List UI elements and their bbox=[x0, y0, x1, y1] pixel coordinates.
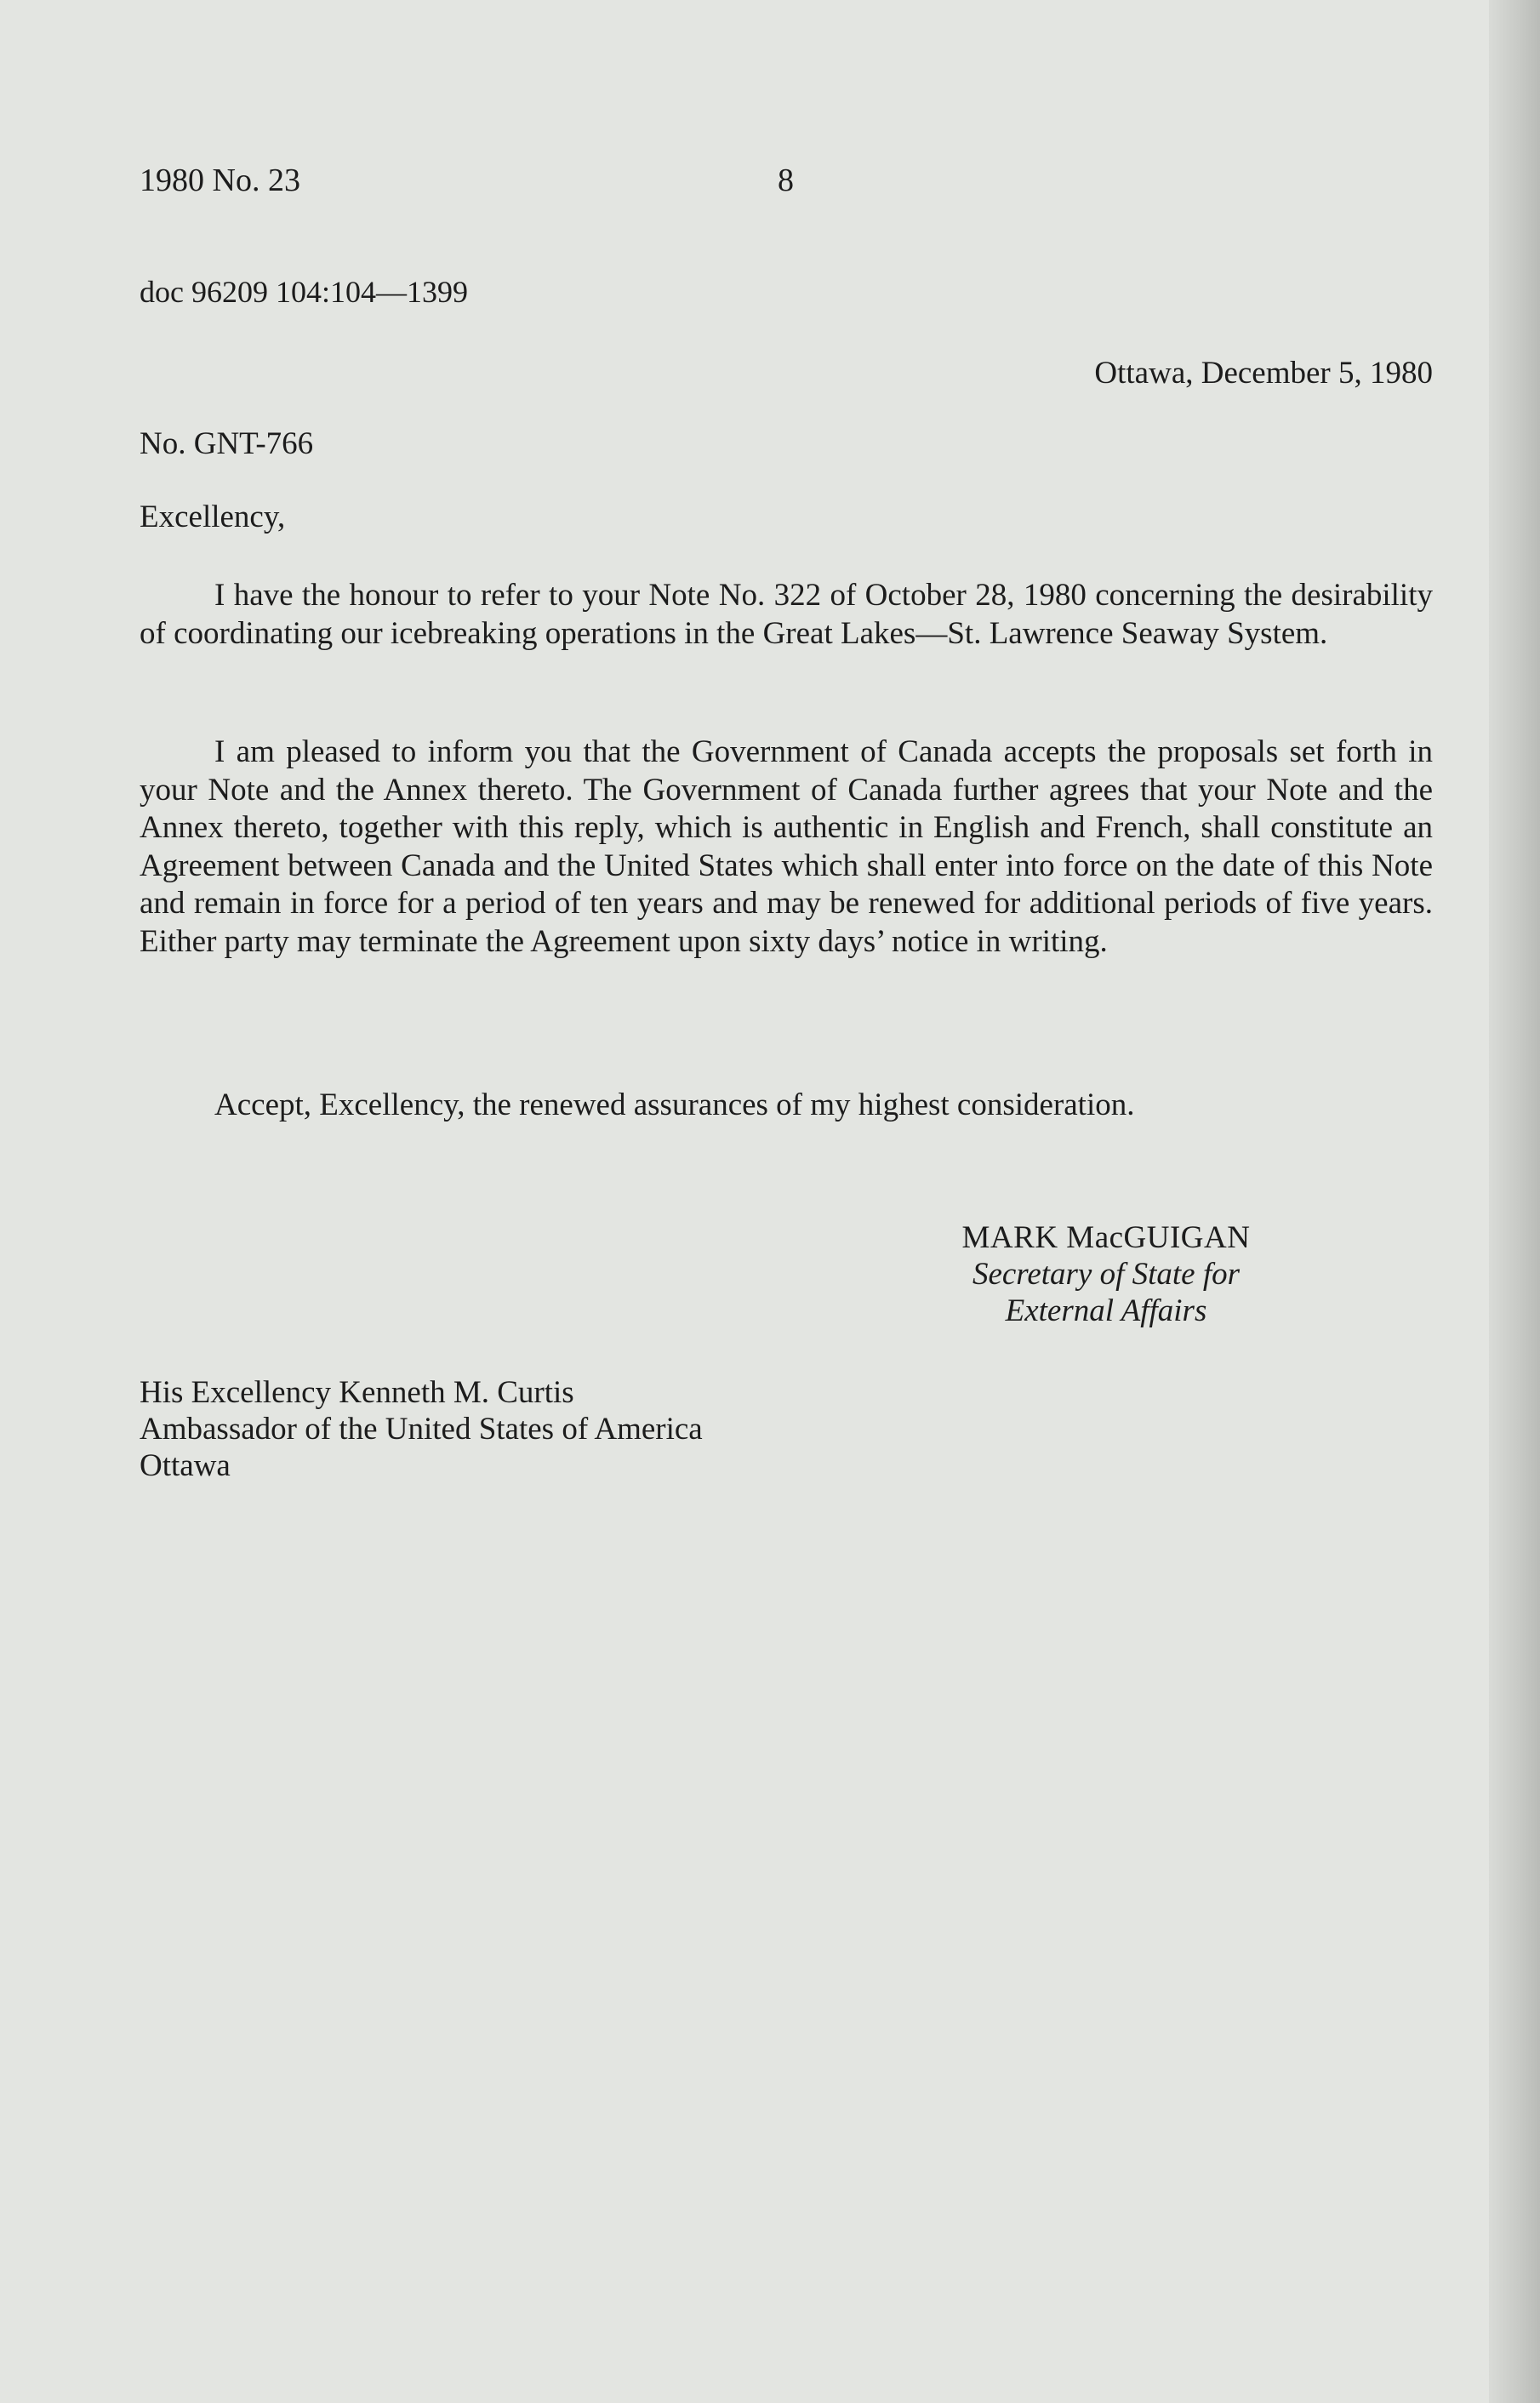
page-header bbox=[140, 162, 1433, 204]
signature-block bbox=[851, 1219, 1361, 1329]
page-edge-shadow bbox=[1489, 0, 1540, 2403]
salutation: Excellency, bbox=[140, 499, 286, 534]
closing-line: Accept, Excellency, the renewed assurances of my highest consideration. bbox=[214, 1087, 1135, 1122]
addressee-line-3: Ottawa bbox=[140, 1448, 231, 1483]
addressee-line-1: His Excellency Kenneth M. Curtis bbox=[140, 1375, 574, 1410]
place-date: Ottawa, December 5, 1980 bbox=[1094, 356, 1433, 391]
series-number: 1980 No. 23 bbox=[140, 163, 300, 198]
doc-reference: doc 96209 104:104—1399 bbox=[140, 275, 468, 309]
addressee-block bbox=[140, 1374, 703, 1484]
signatory-title-line-1: Secretary of State for bbox=[972, 1257, 1241, 1292]
paragraph-1: I have the honour to refer to your Note No. 322 of October 28, 1980 concerning the desirability of coordinating our icebreaking operations in the Great Lakes—St. Lawrence Seaway System. bbox=[140, 578, 1433, 651]
signatory-name: MARK MacGUIGAN bbox=[961, 1220, 1251, 1255]
note-number: No. GNT-766 bbox=[140, 426, 314, 461]
signatory-title-line-2: External Affairs bbox=[1005, 1293, 1207, 1328]
paragraph-2: I am pleased to inform you that the Government of Canada accepts the proposals set forth in your Note and the Annex thereto. The Government of Canada further agrees that your Note and the Annex thereto, together with this reply, which is authentic in English and French, shall constitute an Agreement between Canada and the United States which shall enter into force on the date of this Note and remain in force for a period of ten years and may be renewed for additional periods of five years. Either party may terminate the Agreement upon sixty days’ notice in writing. bbox=[140, 734, 1433, 959]
addressee-line-2: Ambassador of the United States of America bbox=[140, 1412, 703, 1447]
page-number: 8 bbox=[778, 163, 794, 198]
